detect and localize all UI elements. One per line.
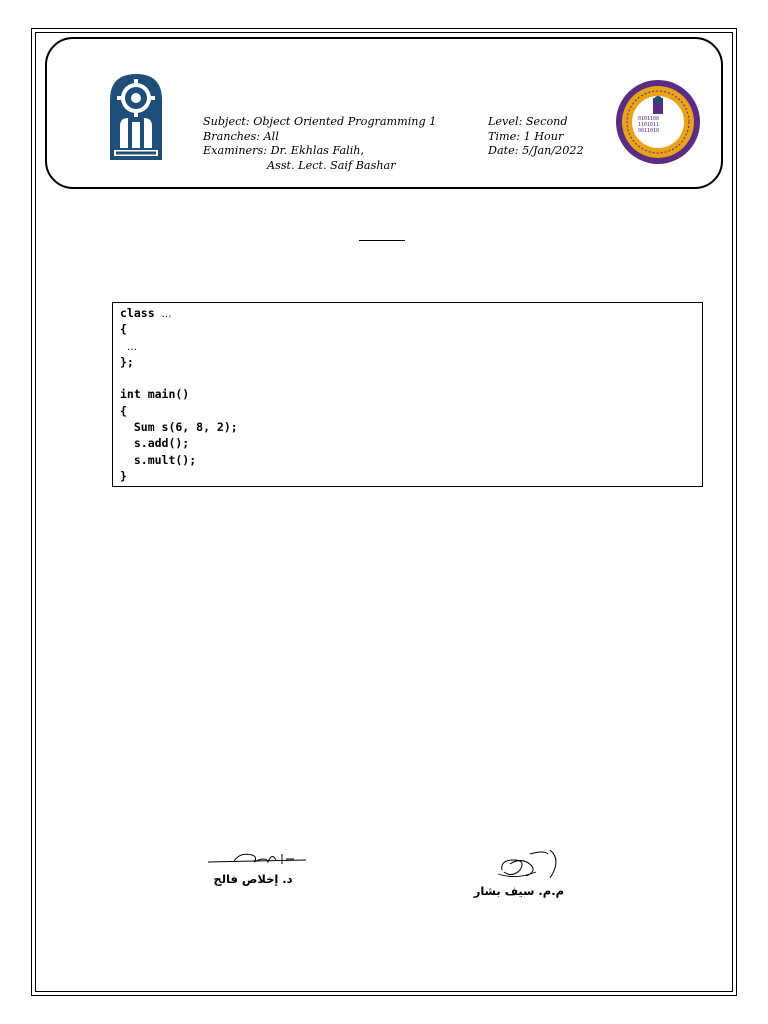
code-box — [112, 302, 703, 487]
university-logo-icon — [106, 70, 166, 162]
exam-info-right — [488, 115, 584, 159]
code-line — [120, 468, 702, 484]
code-line — [120, 403, 702, 419]
code-text: { — [120, 403, 127, 418]
code-line — [120, 435, 702, 451]
examiner2-text: Asst. Lect. Saif Bashar — [267, 158, 396, 172]
examiners-text: Examiners: Dr. Ekhlas Falih, — [203, 144, 365, 157]
branches-text: Branches: All — [203, 129, 279, 143]
code-ellipsis: … — [126, 341, 137, 353]
code-text: class — [120, 306, 162, 320]
code-text: Sum s(6, 8, 2); — [120, 420, 238, 435]
date-text: Date: 5/Jan/2022 — [488, 144, 584, 157]
code-line — [120, 354, 702, 370]
signature-right — [492, 846, 566, 884]
examiner2-signature-name: م.م. سيف بشار — [473, 884, 564, 898]
code-text — [120, 339, 127, 353]
svg-text:0101100: 0101100 — [638, 116, 660, 122]
code-line — [120, 452, 702, 468]
svg-text:0011010: 0011010 — [638, 128, 660, 134]
time-text: Time: 1 Hour — [488, 129, 564, 143]
code-ellipsis: … — [161, 309, 172, 320]
department-seal-icon — [614, 78, 702, 166]
code-text: } — [120, 468, 127, 483]
code-line — [120, 370, 702, 386]
code-text: s.add(); — [120, 436, 190, 451]
exam-info-left — [203, 115, 436, 173]
subject-text: Subject: Object Oriented Programming 1 — [203, 115, 437, 128]
code-line — [120, 386, 702, 402]
code-line — [120, 338, 702, 354]
code-text: { — [120, 322, 127, 337]
code-text: s.mult(); — [120, 452, 197, 467]
code-text: }; — [120, 354, 134, 369]
title-underline — [359, 240, 405, 241]
code-line — [120, 419, 702, 435]
code-line — [120, 305, 702, 321]
code-line — [120, 321, 702, 337]
code-text: int main() — [120, 387, 190, 402]
examiner1-signature-name: د. إخلاص فالح — [213, 872, 293, 886]
level-text: Level: Second — [488, 115, 568, 128]
svg-text:1101011: 1101011 — [638, 122, 660, 128]
